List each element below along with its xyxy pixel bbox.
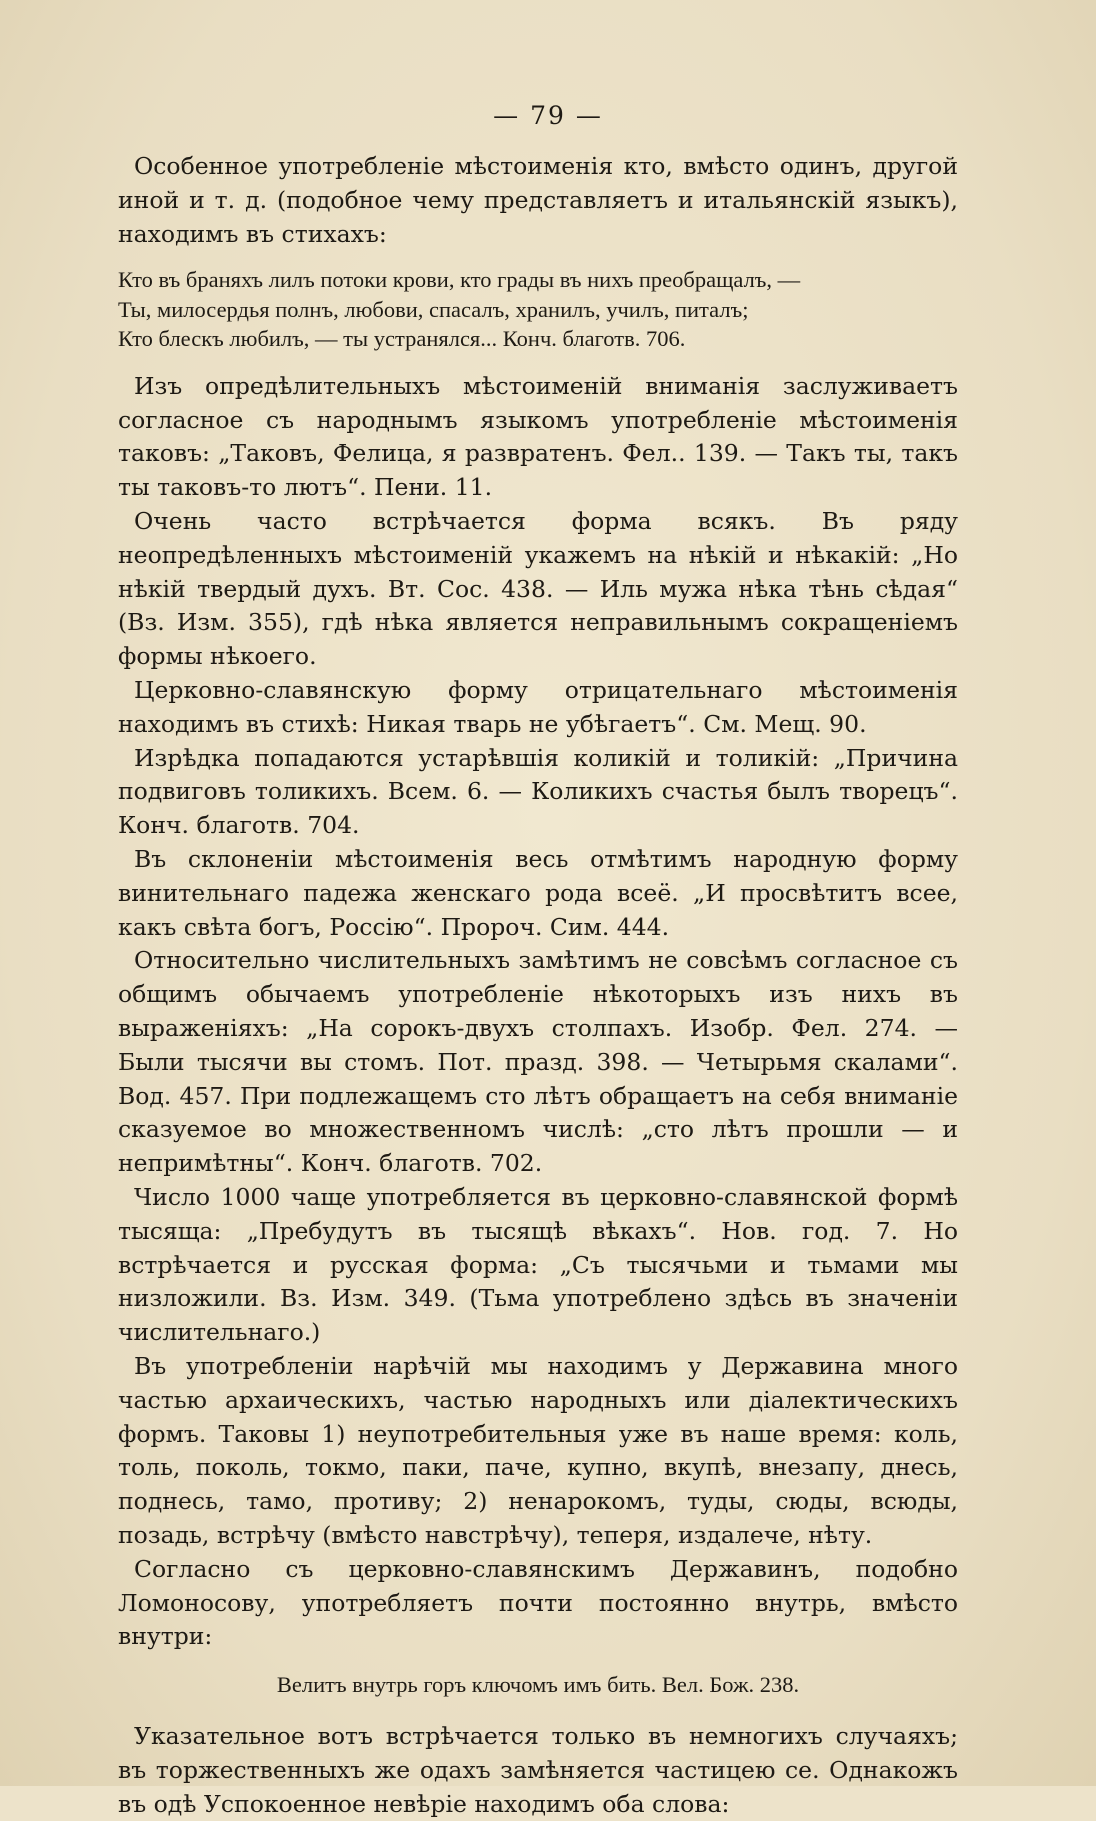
paragraph-7: Относительно числительныхъ замѣтимъ не совсѣмъ согласное съ общимъ обычаемъ употребленіе нѣкоторыхъ изъ нихъ въ выраженіяхъ: „На сорокъ-двухъ столпахъ. Изобр. Фел. 274. — Были тысячи вы стомъ. Пот. празд. 398. — Четырьмя скалами“. Вод. 457. При подлежащемъ сто лѣтъ обращаетъ на себя вниманіе сказуемое во множественномъ числѣ: „сто лѣтъ прошли — и непримѣтны“. Конч. благотв. 702.: [118, 946, 958, 1178]
verse-line: Ты, милосердья полнъ, любови, спасалъ, хранилъ, училъ, питалъ;: [118, 296, 749, 322]
page-number: — 79 —: [493, 101, 603, 130]
verse-quote: [118, 265, 958, 354]
paragraph-4: Церковно-славянскую форму отрицательнаго мѣстоименія находимъ въ стихѣ: Никая тварь не убѣгаетъ“. См. Мещ. 90.: [118, 676, 958, 738]
paragraph-9: Въ употребленіи нарѣчій мы находимъ у Державина много частью архаическихъ, частью народныхъ или діалектическихъ формъ. Таковы 1) неупотребительныя уже въ наше время: коль, толь, поколь, токмо, паки, паче, купно, вкупѣ, внезапу, днесь, поднесь, тамо, противу; 2) ненарокомъ, туды, сюды, всюды, позадь, встрѣчу (вмѣсто навстрѣчу), теперя, издалече, нѣту.: [118, 1352, 958, 1549]
paragraph-11: Указательное вотъ встрѣчается только въ немногихъ случаяхъ; въ торжественныхъ же одахъ замѣняется частицею се. Однакожъ въ одѣ Успокоенное невѣріе находимъ оба слова:: [118, 1721, 958, 1818]
paragraph-10: Согласно съ церковно-славянскимъ Державинъ, подобно Ломоносову, употребляетъ почти постоянно внутрь, вмѣсто внутри:: [118, 1554, 958, 1651]
paragraph-6: Въ склоненіи мѣстоименія весь отмѣтимъ народную форму винительнаго падежа женскаго рода всеё. „И просвѣтитъ всее, какъ свѣта богъ, Россію“. Пророч. Сим. 444.: [118, 845, 958, 941]
verse-line: Кто блескъ любилъ, — ты устранялся... Конч. благотв. 706.: [118, 326, 686, 352]
paragraph-3: Очень часто встрѣчается форма всякъ. Въ ряду неопредѣленныхъ мѣстоименій укажемъ на нѣкій и нѣкакій: „Но нѣкій твердый духъ. Вт. Сос. 438. — Иль мужа нѣка тѣнь сѣдая“ (Вз. Изм. 355), гдѣ нѣка является неправильнымъ сокращеніемъ формы нѣкоего.: [118, 507, 958, 671]
quoted-verse-line: Велитъ внутрь горъ ключомъ имъ бить. Вел. Бож. 238.: [276, 1672, 800, 1698]
paragraph-1: Особенное употребленіе мѣстоименія кто, вмѣсто одинъ, другой иной и т. д. (подобное чему представляетъ и итальянскій языкъ), находимъ въ стихахъ:: [118, 152, 958, 248]
body-text: [118, 150, 958, 1821]
verse-line: Кто въ браняхъ лилъ потоки крови, кто грады въ нихъ преобращалъ, —: [118, 267, 801, 293]
paragraph-5: Изрѣдка попадаются устарѣвшія коликій и толикій: „Причина подвиговъ толикихъ. Всем. 6. — Коликихъ счастья былъ творецъ“. Конч. благотв. 704.: [118, 743, 958, 840]
paragraph-2: Изъ опредѣлительныхъ мѣстоименій вниманія заслуживаетъ согласное съ народнымъ языкомъ употребленіе мѣстоименія таковъ: „Таковъ, Фелица, я развратенъ. Фел.. 139. — Такъ ты, такъ ты таковъ-то лютъ“. Пени. 11.: [118, 371, 958, 502]
paragraph-8: Число 1000 чаще употребляется въ церковно-славянской формѣ тысяща: „Пребудутъ въ тысящѣ вѣкахъ“. Нов. год. 7. Но встрѣчается и русская форма: „Съ тысячьми и тьмами мы низложили. Вз. Изм. 349. (Тьма употреблено здѣсь въ значеніи числительнаго.): [118, 1183, 958, 1347]
